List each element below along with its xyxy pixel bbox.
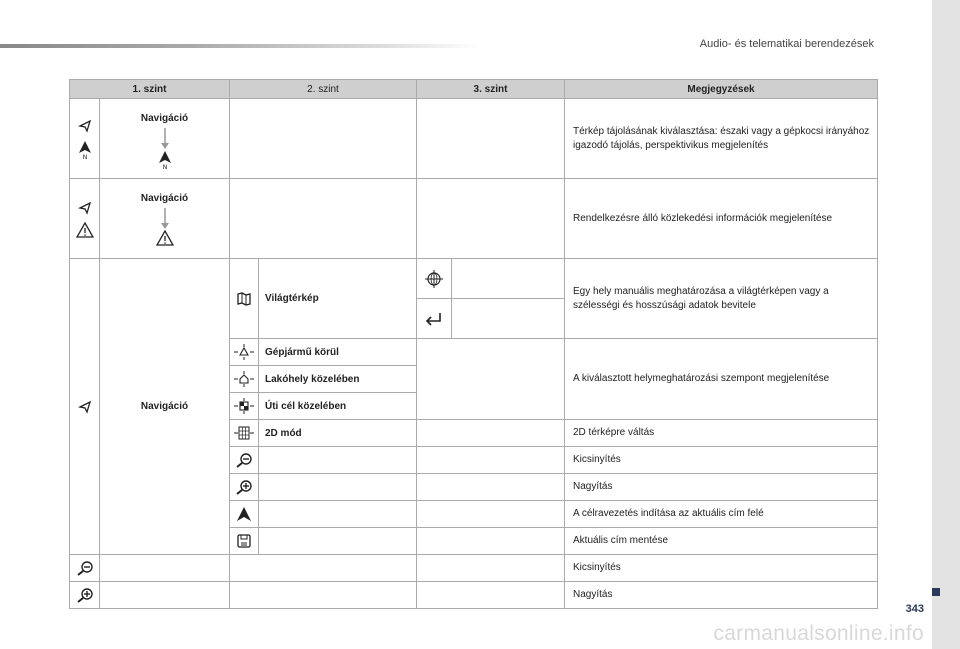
row3-level1: Navigáció [100,259,230,555]
navigation-icon [77,118,93,134]
near-destination-label: Úti cél közelében [259,393,417,420]
enter-return-icon [424,311,444,327]
zoom-in-note: Nagyítás [565,474,878,501]
table-row [70,259,878,299]
zoom-out-icon [235,452,253,468]
row4-note: Kicsinyítés [565,555,878,582]
warning-triangle-icon [156,230,174,246]
grid-2d-icon [233,425,255,441]
table-row [70,99,878,179]
page-marker [932,588,940,596]
table-row [70,179,878,259]
menu-table [69,79,878,609]
navigate-note: A célravezetés indítása az aktuális cím felé [565,501,878,528]
row1-note: Térkép tájolásának kiválasztása: északi vagy a gépkocsi irányához igazodó tájolás, perspektivikus megjelenítés [565,99,878,179]
header-rule [0,44,480,48]
crosshair-globe-icon [424,269,444,289]
table-row [70,582,878,609]
svg-text:N: N [82,153,87,160]
row5-note: Nagyítás [565,582,878,609]
zoom-out-icon [76,560,94,576]
row1-level1 [100,99,230,179]
table-row [70,555,878,582]
navigate-arrow-icon [236,506,252,522]
world-map-icon [236,291,252,307]
zoom-in-icon [76,587,94,603]
arrow-down-icon [160,128,170,150]
svg-text:N: N [162,164,167,170]
level1-label: Navigáció [140,113,189,124]
warning-triangle-icon [76,222,94,238]
mode-2d-label: 2D mód [259,420,417,447]
home-location-icon [233,371,255,387]
col-header-level1: 1. szint [70,80,230,99]
row2-icons [70,179,100,259]
save-note: Aktuális cím mentése [565,528,878,555]
col-header-level2: 2. szint [230,80,417,99]
save-icon [236,533,252,549]
destination-flag-icon [233,398,255,414]
north-arrow-icon [158,150,172,170]
row1-icons [70,99,100,179]
location-note: A kiválasztott helymeghatározási szempont megjelenítése [565,339,878,420]
world-map-note: Egy hely manuális meghatározása a világtérképen vagy a szélességi és hosszúsági adatok bevitele [565,259,878,339]
col-header-notes: Megjegyzések [565,80,878,99]
watermark: carmanualsonline.info [713,622,924,645]
arrow-down-icon [160,208,170,230]
around-vehicle-label: Gépjármű körül [259,339,417,366]
zoom-out-note: Kicsinyítés [565,447,878,474]
right-sidebar [932,0,960,649]
row2-note: Rendelkezésre álló közlekedési információk megjelenítése [565,179,878,259]
world-map-label: Világtérkép [259,259,417,339]
level1-label: Navigáció [140,193,189,204]
navigation-icon [77,200,93,216]
col-header-level3: 3. szint [417,80,565,99]
around-vehicle-icon [233,344,255,360]
navigation-icon [77,399,93,415]
row3-icons [70,259,100,555]
table-header-row [70,80,878,99]
header-title: Audio- és telematikai berendezések [699,38,874,50]
row2-level1 [100,179,230,259]
near-home-label: Lakóhely közelében [259,366,417,393]
north-arrow-icon [78,140,92,160]
zoom-in-icon [235,479,253,495]
page-number: 343 [905,603,924,615]
mode-2d-note: 2D térképre váltás [565,420,878,447]
